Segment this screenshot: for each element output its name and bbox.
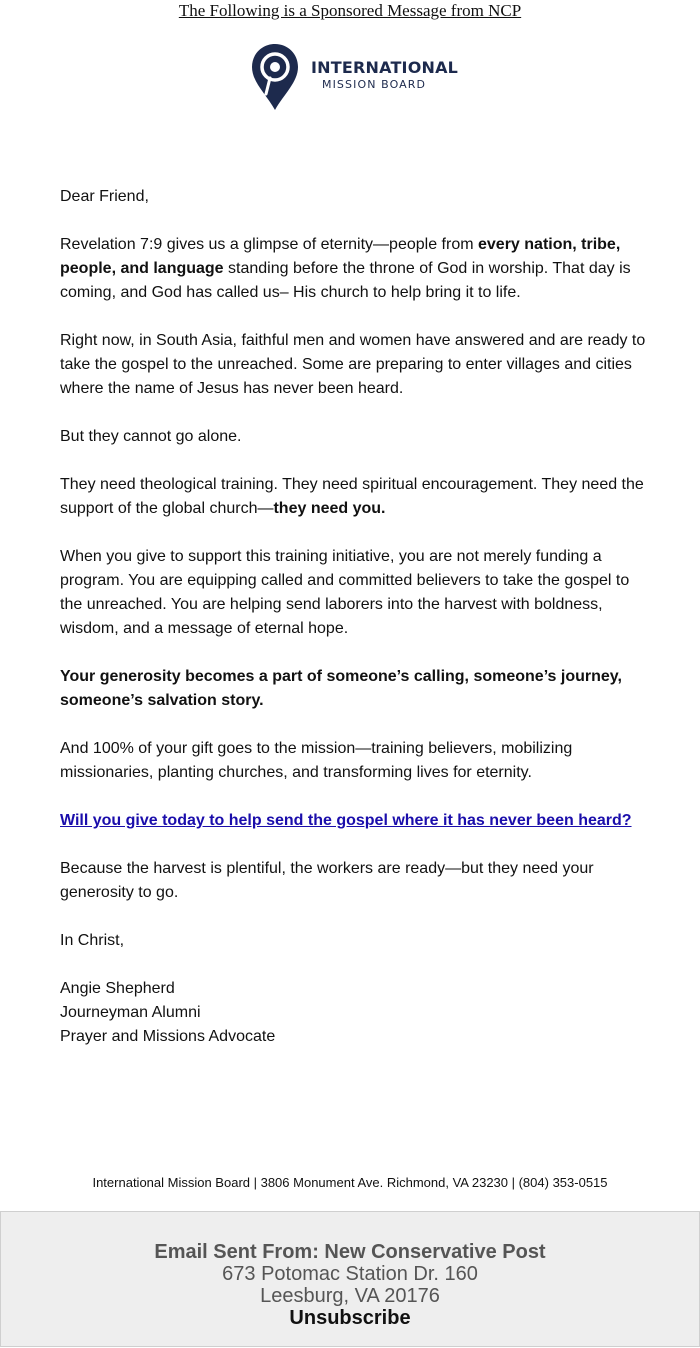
closing: In Christ, (60, 932, 125, 949)
signature-name: Angie Shepherd (60, 980, 175, 997)
cta-paragraph (60, 809, 650, 833)
sent-from-line: Email Sent From: New Conservative Post (154, 1241, 546, 1263)
give-today-link[interactable]: Will you give today to help send the gospel where it has never been heard? (60, 812, 632, 829)
paragraph-generosity: Your generosity becomes a part of someone’s calling, someone’s journey, someone’s salvation story. (60, 668, 622, 709)
paragraph-harvest: Because the harvest is plentiful, the workers are ready—but they need your generosity to go. (60, 860, 594, 901)
sender-info-box (0, 1211, 700, 1347)
paragraph-revelation: Revelation 7:9 gives us a glimpse of eternity—people from every nation, tribe, people, and language standing before the throne of God in worship. That day is coming, and God has called us– His church to help bring it to life. (60, 236, 631, 301)
signature-block (60, 977, 650, 1049)
paragraph-gift-percentage: And 100% of your gift goes to the mission—training believers, mobilizing missionaries, planting churches, and transforming lives for eternity. (60, 740, 573, 781)
imb-logo (250, 42, 460, 112)
sponsor-notice: The Following is a Sponsored Message from NCP (178, 1, 522, 20)
signature-title-2: Prayer and Missions Advocate (60, 1028, 276, 1045)
paragraph-they-need: They need theological training. They need spiritual encouragement. They need the support of the global church—they need you. (60, 476, 644, 517)
logo-text-international: INTERNATIONAL (311, 58, 459, 77)
paragraph-training-initiative: When you give to support this training initiative, you are not merely funding a program. You are equipping called and committed believers to take the gospel to the unreached. You are helping send laborers into the harvest with boldness, wisdom, and a message of eternal hope. (60, 548, 630, 637)
location-pin-icon (250, 42, 300, 112)
sender-street: 673 Potomac Station Dr. 160 (222, 1263, 478, 1285)
footer-address: International Mission Board | 3806 Monument Ave. Richmond, VA 23230 | (804) 353-0515 (92, 1175, 608, 1190)
paragraph-south-asia: Right now, in South Asia, faithful men and women have answered and are ready to take the gospel to the unreached. Some are preparing to enter villages and cities where the name of Jesus has never been heard. (60, 332, 646, 397)
letter-body (60, 185, 650, 1049)
unsubscribe-link[interactable]: Unsubscribe (289, 1307, 411, 1329)
signature-title-1: Journeyman Alumni (60, 1004, 201, 1021)
paragraph-cannot-go-alone: But they cannot go alone. (60, 428, 242, 445)
logo-text-mission-board: MISSION BOARD (322, 78, 427, 91)
sender-city: Leesburg, VA 20176 (260, 1285, 440, 1307)
greeting: Dear Friend, (60, 188, 149, 205)
